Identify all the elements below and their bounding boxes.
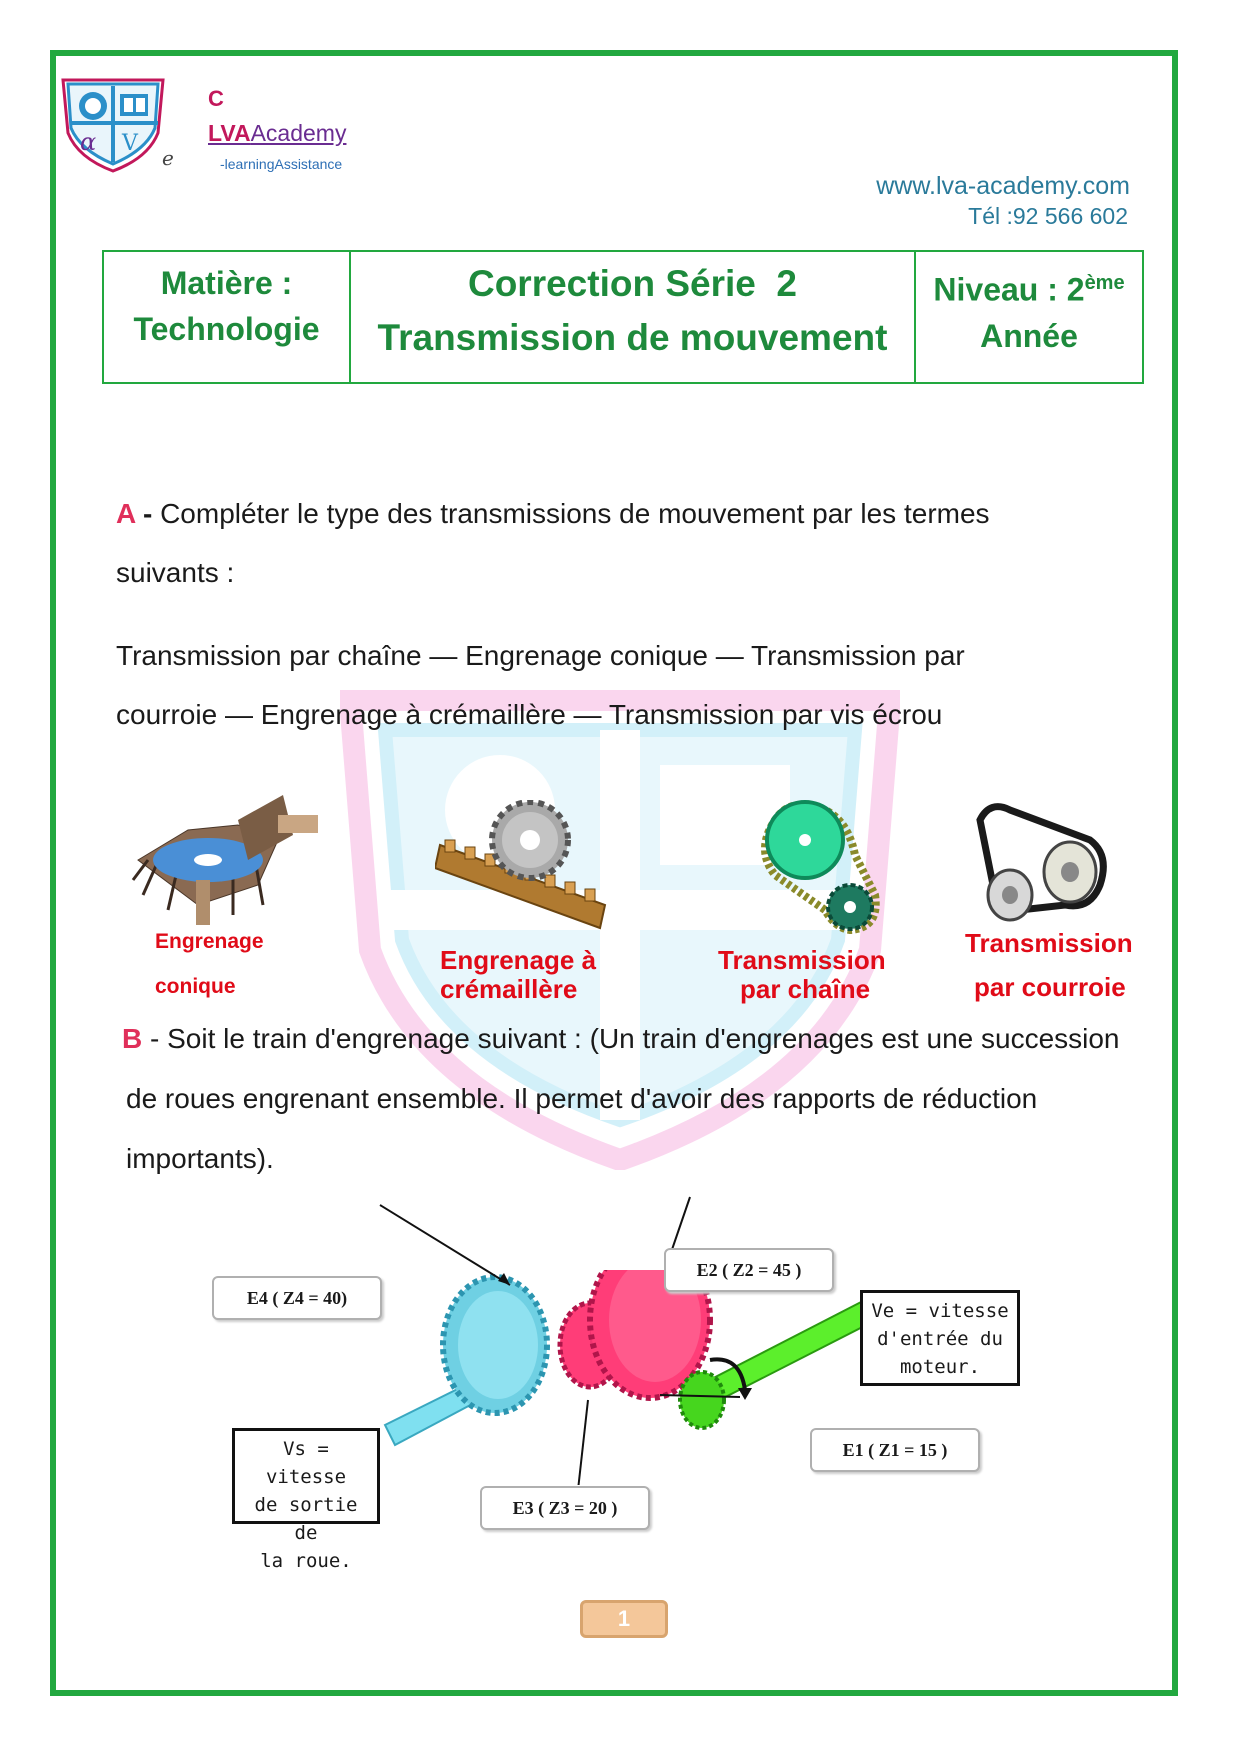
phone-number: Tél :92 566 602 (968, 203, 1128, 229)
title-line-2: Transmission de mouvement (377, 317, 888, 358)
vs-line-2: de sortie de (254, 1494, 358, 1544)
rack-pinion-image (435, 800, 615, 930)
level-value: Année (980, 317, 1078, 354)
svg-text:V: V (122, 131, 138, 156)
section-a-line-1: A - Compléter le type des transmissions de mouvement par les termes (116, 498, 990, 529)
ve-line-1: Ve = vitesse (871, 1300, 1009, 1322)
subject-cell (104, 252, 351, 382)
label-cremaillere-1: Engrenage à (440, 945, 597, 975)
svg-text:α: α (80, 128, 97, 156)
label-chaine-2: par chaîne (740, 974, 871, 1004)
lva-logo-icon (58, 78, 168, 173)
section-b-line-3: importants). (126, 1143, 274, 1174)
chain-drive-image (755, 800, 885, 940)
subject-label: Matière : (160, 265, 293, 301)
label-engrenage-conique-2: conique (155, 975, 236, 998)
header-table (102, 250, 1144, 384)
belt-drive-image (970, 800, 1110, 930)
level-label: Niveau : 2ème (933, 271, 1125, 308)
ve-line-3: moteur. (899, 1356, 981, 1378)
subject-value: Technologie (133, 311, 320, 347)
label-courroie-2: par courroie (974, 972, 1126, 1002)
brand-e-letter: e (162, 146, 174, 170)
page-number: 1 (580, 1600, 668, 1638)
section-a-line-2: suivants : (116, 557, 235, 588)
label-cremaillere-2: crémaillère (440, 974, 578, 1004)
ve-line-2: d'entrée du (877, 1328, 1003, 1350)
vs-line-3: la roue. (260, 1550, 352, 1572)
brand-name[interactable]: LVAAcademy (208, 120, 347, 146)
brand-letter: C (208, 86, 224, 111)
label-engrenage-conique-1: Engrenage (155, 930, 264, 953)
label-e2: E2 ( Z2 = 45 ) (664, 1248, 834, 1292)
brand-subtitle: -learningAssistance (220, 156, 343, 172)
output-speed-box (232, 1428, 380, 1572)
terms-line-2: courroie — Engrenage à crémaillère — Transmission par vis écrou (116, 699, 943, 730)
website-link[interactable]: www.lva-academy.com (876, 172, 1130, 200)
label-e4: E4 ( Z4 = 40) (212, 1276, 382, 1320)
vs-line-1: Vs = vitesse (265, 1438, 347, 1488)
label-e1: E1 ( Z1 = 15 ) (810, 1428, 980, 1472)
callout-lines (330, 1185, 890, 1485)
bevel-gear-image (128, 790, 318, 930)
section-b-line-2: de roues engrenant ensemble. Il permet d'avoir des rapports de réduction (126, 1083, 1038, 1114)
input-speed-box (860, 1290, 1020, 1386)
label-courroie-1: Transmission (965, 928, 1133, 958)
terms-line-1: Transmission par chaîne — Engrenage conique — Transmission par (116, 640, 965, 671)
label-chaine-1: Transmission (718, 945, 886, 975)
title-line-1: Correction Série 2 (467, 263, 797, 304)
section-b-line-1: B - Soit le train d'engrenage suivant : (Un train d'engrenages est une succession (122, 1023, 1120, 1054)
label-e3: E3 ( Z3 = 20 ) (480, 1486, 650, 1530)
level-cell (916, 252, 1142, 382)
title-cell (351, 252, 916, 382)
